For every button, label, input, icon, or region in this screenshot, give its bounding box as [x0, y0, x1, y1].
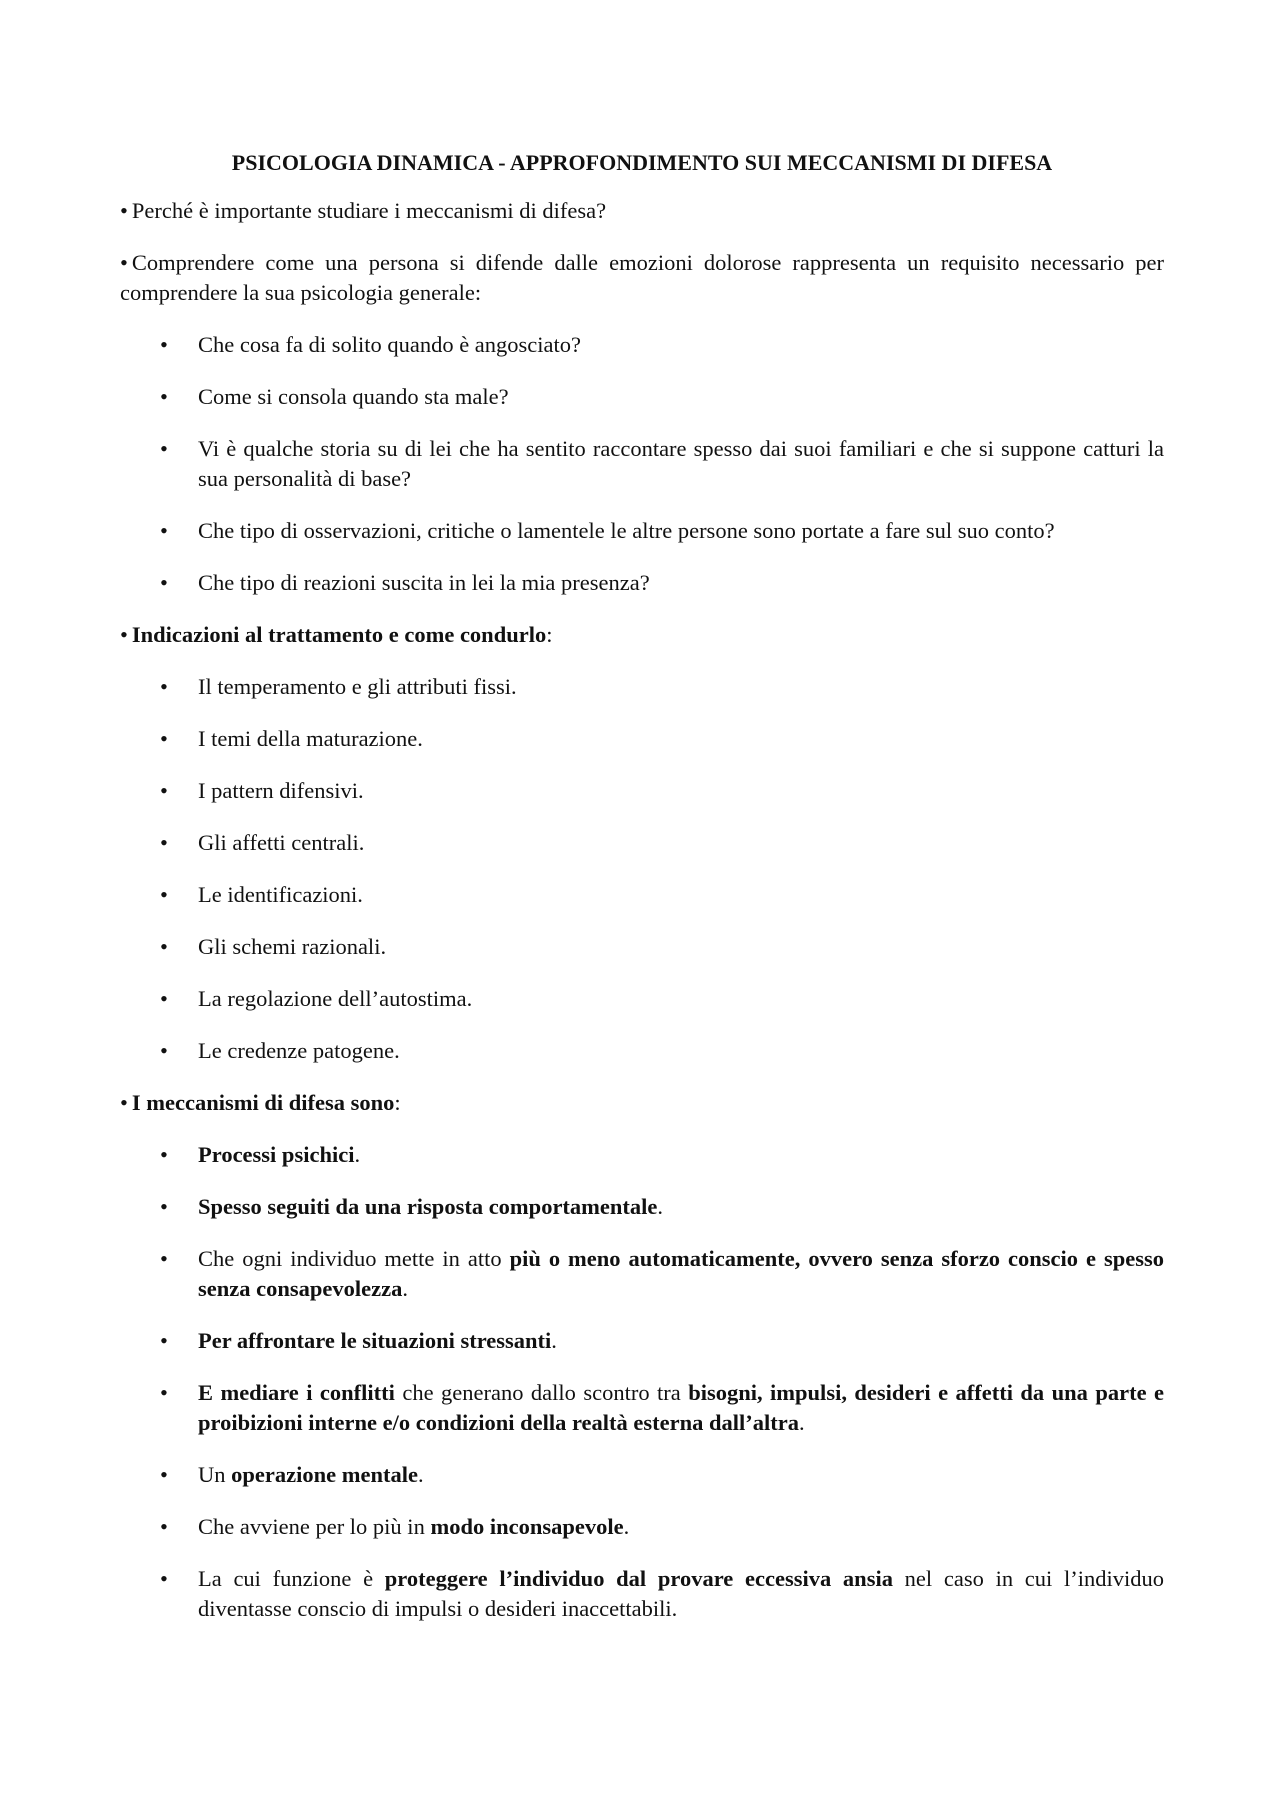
bullet: • — [160, 1566, 168, 1591]
bullet: • — [120, 622, 128, 647]
list-item: • Gli schemi razionali. — [120, 932, 1164, 962]
defenses-list — [120, 1140, 1164, 1624]
treatment-list — [120, 672, 1164, 1066]
questions-list — [120, 330, 1164, 598]
bullet: • — [160, 674, 168, 699]
section-heading-treatment: • Indicazioni al trattamento e come condurlo: — [120, 622, 553, 647]
bullet: • — [160, 1328, 168, 1353]
bullet: • — [160, 830, 168, 855]
intro-question — [120, 196, 1164, 226]
bullet: • — [160, 384, 168, 409]
bullet: • — [160, 1194, 168, 1219]
bullet: • — [120, 250, 128, 275]
list-item: • Vi è qualche storia su di lei che ha sentito raccontare spesso dai suoi familiari e che si suppone catturi la sua personalità di base? — [160, 436, 1164, 491]
list-item: • Le identificazioni. — [120, 880, 1164, 910]
list-item: • Che avviene per lo più in modo inconsapevole. — [120, 1512, 1164, 1542]
section-heading-defenses: • I meccanismi di difesa sono: — [120, 1090, 401, 1115]
intro-answer — [120, 248, 1164, 308]
bullet: • — [160, 518, 168, 543]
list-item: • I temi della maturazione. — [120, 724, 1164, 754]
list-item: • Spesso seguiti da una risposta comportamentale. — [120, 1192, 1164, 1222]
bullet: • — [160, 1142, 168, 1167]
bullet: • — [160, 934, 168, 959]
intro-question-text: Perché è importante studiare i meccanismi di difesa? — [131, 198, 607, 223]
list-item: • E mediare i conflitti che generano dallo scontro tra bisogni, impulsi, desideri e affetti da una parte e proibizioni interne e/o condizioni della realtà esterna dall’altra. — [160, 1380, 1164, 1435]
bullet: • — [120, 1090, 128, 1115]
document-page — [120, 148, 1164, 1646]
list-item: • Che ogni individuo mette in atto più o meno automaticamente, ovvero senza sforzo conscio e spesso senza consapevolezza. — [160, 1246, 1164, 1301]
bullet: • — [160, 778, 168, 803]
list-item: • Che tipo di reazioni suscita in lei la mia presenza? — [120, 568, 1164, 598]
list-item: • Il temperamento e gli attributi fissi. — [120, 672, 1164, 702]
intro-answer-text: Comprendere come una persona si difende dalle emozioni dolorose rappresenta un requisito necessario per comprendere la sua psicologia generale: — [120, 250, 1164, 305]
bullet: • — [160, 1038, 168, 1063]
bullet: • — [160, 436, 168, 461]
bullet: • — [160, 1514, 168, 1539]
bullet: • — [160, 570, 168, 595]
list-item: • Gli affetti centrali. — [120, 828, 1164, 858]
bullet: • — [160, 986, 168, 1011]
list-item: • La regolazione dell’autostima. — [120, 984, 1164, 1014]
list-item: • Che cosa fa di solito quando è angosciato? — [120, 330, 1164, 360]
list-item: • Un operazione mentale. — [120, 1460, 1164, 1490]
bullet: • — [160, 1246, 168, 1271]
list-item: • Le credenze patogene. — [120, 1036, 1164, 1066]
list-item: • I pattern difensivi. — [120, 776, 1164, 806]
list-item: • Processi psichici. — [120, 1140, 1164, 1170]
bullet: • — [120, 198, 128, 223]
list-item: • Come si consola quando sta male? — [120, 382, 1164, 412]
bullet: • — [160, 726, 168, 751]
list-item: • La cui funzione è proteggere l’individuo dal provare eccessiva ansia nel caso in cui l’individuo diventasse conscio di impulsi o desideri inaccettabili. — [160, 1566, 1164, 1621]
list-item: • Che tipo di osservazioni, critiche o lamentele le altre persone sono portate a fare sul suo conto? — [120, 516, 1164, 546]
document-title: PSICOLOGIA DINAMICA - APPROFONDIMENTO SUI MECCANISMI DI DIFESA — [231, 150, 1053, 175]
bullet: • — [160, 882, 168, 907]
bullet: • — [160, 1380, 168, 1405]
bullet: • — [160, 1462, 168, 1487]
list-item: • Per affrontare le situazioni stressanti. — [120, 1326, 1164, 1356]
bullet: • — [160, 332, 168, 357]
